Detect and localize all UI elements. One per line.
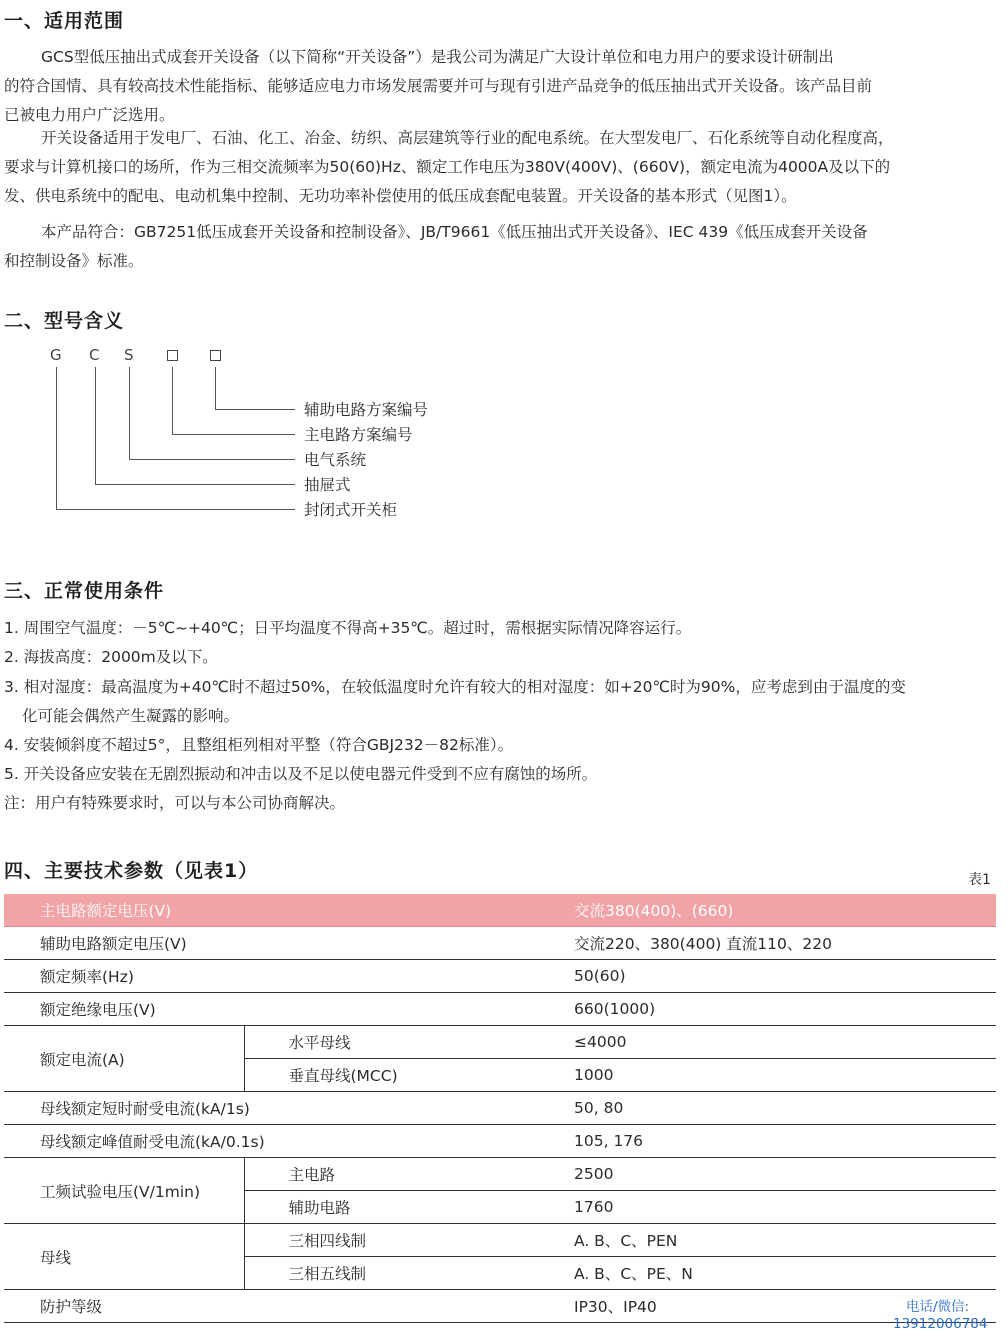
- code-letter-g: G: [50, 346, 62, 364]
- param-name: 工频试验电压(V/1min): [4, 1158, 244, 1224]
- code-letter-s: S: [124, 346, 134, 364]
- code-label-enclosed-cabinet: 封闭式开关柜: [304, 501, 398, 519]
- param-value: 660(1000): [566, 993, 996, 1026]
- param-name: 额定绝缘电压(V): [4, 993, 566, 1026]
- code-label-aux-circuit: 辅助电路方案编号: [304, 401, 429, 419]
- text-line: 本产品符合：GB7251低压成套开关设备和控制设备》、JB/T9661《低压抽出式开关设备》、IEC 439《低压成套开关设备: [41, 223, 868, 241]
- connector-line: [129, 459, 295, 460]
- table-row: [4, 1092, 996, 1125]
- param-value: 1000: [566, 1059, 996, 1092]
- param-sub-name: 三相四线制: [244, 1224, 566, 1257]
- connector-line: [95, 484, 295, 485]
- param-value: 50(60): [566, 960, 996, 993]
- scope-paragraph-2: [4, 124, 1000, 211]
- contact-label: 电话/微信:: [906, 1299, 970, 1315]
- text-line: 发、供电系统中的配电、电动机集中控制、无功功率补偿使用的低压成套配电装置。开关设备的基本形式（见图1）。: [4, 187, 797, 205]
- param-name: 防护等级: [4, 1290, 566, 1323]
- table-row: [4, 1224, 996, 1257]
- code-label-main-circuit: 主电路方案编号: [304, 426, 413, 444]
- table-row: [4, 1125, 996, 1158]
- code-label-electrical-system: 电气系统: [304, 451, 367, 469]
- param-name: 额定频率(Hz): [4, 960, 566, 993]
- connector-line: [129, 367, 130, 459]
- param-value: A. B、C、PE、N: [566, 1257, 996, 1290]
- connector-line: [215, 367, 216, 409]
- section-heading-parameters: 四、主要技术参数（见表1）: [4, 860, 259, 882]
- table-row: [4, 894, 996, 927]
- text-line: GCS型低压抽出式成套开关设备（以下简称“开关设备”）是我公司为满足广大设计单位和电力用户的要求设计研制出: [41, 48, 834, 66]
- condition-note: 注：用户有特殊要求时，可以与本公司协商解决。: [4, 794, 346, 812]
- code-placeholder-box-2: [210, 350, 221, 361]
- connector-line: [56, 367, 57, 509]
- param-value: 交流380(400)、(660): [566, 894, 996, 927]
- connector-line: [215, 409, 295, 410]
- param-name: 母线: [4, 1224, 244, 1290]
- section-heading-scope: 一、适用范围: [4, 10, 125, 32]
- param-sub-name: 垂直母线(MCC): [244, 1059, 566, 1092]
- code-letter-c: C: [89, 346, 100, 364]
- condition-item-4: 4. 安装倾斜度不超过5°，且整组柜列相对平整（符合GBJ232－82标准）。: [4, 736, 514, 754]
- param-value: A. B、C、PEN: [566, 1224, 996, 1257]
- param-value: ≤4000: [566, 1026, 996, 1059]
- connector-line: [95, 367, 96, 484]
- param-value: 1760: [566, 1191, 996, 1224]
- condition-item-3: 3. 相对湿度：最高温度为+40℃时不超过50%，在较低温度时允许有较大的相对湿度：如+20℃时为90%，应考虑到由于温度的变: [4, 678, 906, 696]
- connector-line: [56, 509, 295, 510]
- code-placeholder-box-1: [167, 350, 178, 361]
- connector-line: [172, 434, 295, 435]
- table-row: [4, 1290, 996, 1323]
- text-line: 已被电力用户广泛选用。: [4, 106, 175, 124]
- param-value: 50, 80: [566, 1092, 996, 1125]
- code-label-drawer-type: 抽屉式: [304, 476, 351, 494]
- contact-number: 13912006784: [893, 1316, 988, 1332]
- table-label: 表1: [968, 872, 991, 888]
- param-name: 主电路额定电压(V): [4, 894, 566, 927]
- text-line: 和控制设备》标准。: [4, 252, 144, 270]
- table-row: [4, 1026, 996, 1059]
- scope-paragraph-3: [4, 218, 1000, 276]
- section-heading-conditions: 三、正常使用条件: [4, 580, 165, 602]
- text-line: 的符合国情、具有较高技术性能指标、能够适应电力市场发展需要并可与现有引进产品竞争的低压抽出式开关设备。该产品目前: [4, 77, 873, 95]
- param-sub-name: 水平母线: [244, 1026, 566, 1059]
- param-value: 交流220、380(400) 直流110、220: [566, 927, 996, 960]
- param-value: IP30、IP40: [566, 1290, 996, 1323]
- scope-paragraph-1: [4, 43, 1000, 130]
- condition-item-5: 5. 开关设备应安装在无剧烈振动和冲击以及不足以使电器元件受到不应有腐蚀的场所。: [4, 765, 598, 783]
- param-name: 辅助电路额定电压(V): [4, 927, 566, 960]
- table-row: [4, 927, 996, 960]
- table-row: [4, 993, 996, 1026]
- connector-line: [172, 367, 173, 434]
- param-value: 2500: [566, 1158, 996, 1191]
- param-name: 母线额定峰值耐受电流(kA/0.1s): [4, 1125, 566, 1158]
- text-line: 开关设备适用于发电厂、石油、化工、冶金、纺织、高层建筑等行业的配电系统。在大型发电厂、石化系统等自动化程度高，: [41, 129, 894, 147]
- param-value: 105, 176: [566, 1125, 996, 1158]
- table-row: [4, 960, 996, 993]
- parameters-table: [4, 894, 996, 1323]
- text-line: 要求与计算机接口的场所，作为三相交流频率为50(60)Hz、额定工作电压为380V(400V)、(660V)，额定电流为4000A及以下的: [4, 158, 891, 176]
- condition-item-1: 1. 周围空气温度：－5℃~+40℃；日平均温度不得高+35℃。超过时，需根据实际情况降容运行。: [4, 619, 692, 637]
- param-name: 母线额定短时耐受电流(kA/1s): [4, 1092, 566, 1125]
- param-name: 额定电流(A): [4, 1026, 244, 1092]
- param-sub-name: 主电路: [244, 1158, 566, 1191]
- section-heading-model: 二、型号含义: [4, 310, 125, 332]
- param-sub-name: 辅助电路: [244, 1191, 566, 1224]
- param-sub-name: 三相五线制: [244, 1257, 566, 1290]
- table-row: [4, 1158, 996, 1191]
- condition-item-3-cont: 化可能会偶然产生凝露的影响。: [22, 707, 240, 725]
- condition-item-2: 2. 海拔高度：2000m及以下。: [4, 648, 218, 666]
